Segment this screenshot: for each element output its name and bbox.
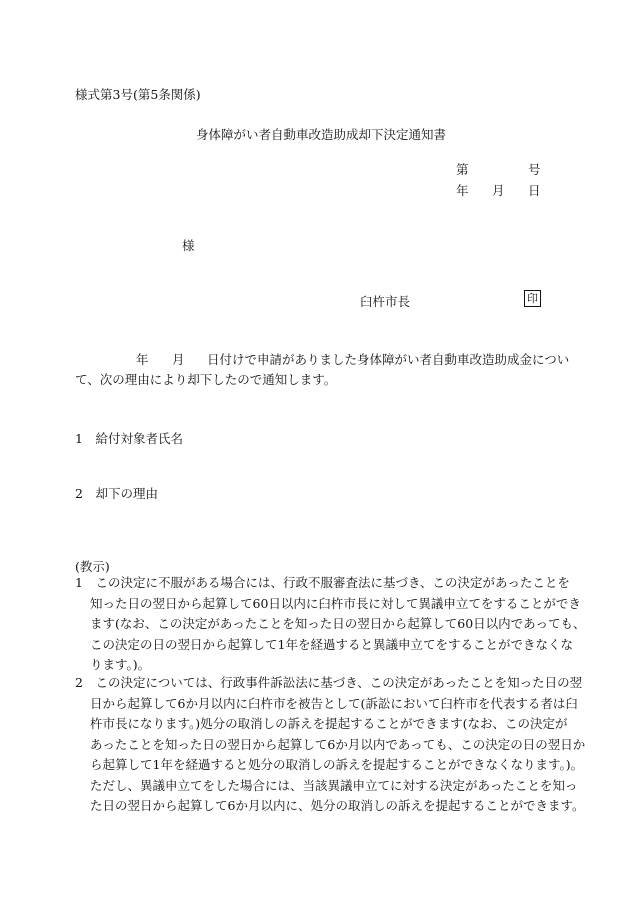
kyoji-item-1-line: 知った日の翌日から起算して60日以内に臼杵市長に対して異議申立てをすることができ bbox=[90, 595, 581, 611]
body-line2: て、次の理由により却下したので通知します。 bbox=[75, 372, 337, 387]
kyoji-item-2 bbox=[75, 673, 586, 817]
kyoji-item-1-line: この決定の日の翌日から起算して1年を経過すると異議申立てをすることができなくな bbox=[90, 636, 573, 652]
kyoji-item-2-line: あったことを知った日の翌日から起算して6か月以内であっても、この決定の日の翌日か bbox=[90, 736, 586, 752]
body-month: 月 bbox=[172, 352, 185, 367]
seal-stamp: 印 bbox=[524, 290, 541, 307]
kyoji-item-1-line: ります。)。 bbox=[90, 657, 151, 672]
kyoji-item-1 bbox=[75, 573, 586, 676]
addressee-suffix: 様 bbox=[182, 238, 195, 253]
date-year: 年 bbox=[456, 183, 469, 198]
kyoji-item-1-line: 1 この決定に不服がある場合には、行政不服審査法に基づき、この決定があったことを bbox=[75, 575, 570, 590]
date-day: 日 bbox=[528, 183, 541, 198]
kyoji-heading: (教示) bbox=[75, 559, 110, 574]
issuer: 臼杵市長 bbox=[360, 294, 411, 309]
kyoji-item-1-line: ます(なお、この決定があったことを知った日の翌日から起算して60日以内であっても、 bbox=[90, 616, 586, 631]
item-rejection-reason: 2 却下の理由 bbox=[75, 486, 158, 501]
date-month: 月 bbox=[492, 183, 505, 198]
kyoji-item-2-line: 日から起算して6か月以内に臼杵市を被告として(訴訟において臼杵市を代表する者は臼 bbox=[90, 695, 578, 711]
document-title: 身体障がい者自動車改造助成却下決定通知書 bbox=[196, 127, 447, 142]
number-dai: 第 bbox=[456, 162, 469, 177]
number-go: 号 bbox=[528, 162, 541, 177]
kyoji-item-2-line: た日の翌日から起算して6か月以内に、処分の取消しの訴えを提起することができます。 bbox=[90, 798, 585, 813]
kyoji-item-2-line: 2 この決定については、行政事件訴訟法に基づき、この決定があったことを知った日の翌 bbox=[75, 675, 583, 690]
kyoji-item-2-line: ただし、異議申立てをした場合には、当該異議申立てに対する決定があったことを知っ bbox=[90, 777, 578, 793]
body-year: 年 bbox=[136, 352, 149, 367]
kyoji-item-2-line: ら起算して1年を経過すると処分の取消しの訴えを提起することができなくなります。)。 bbox=[90, 757, 584, 772]
form-label: 様式第3号(第5条関係) bbox=[75, 87, 201, 102]
kyoji-item-2-line: 杵市長になります。)処分の取消しの訴えを提起することができます(なお、この決定が bbox=[90, 716, 568, 731]
item-recipient-name: 1 給付対象者氏名 bbox=[75, 431, 183, 446]
body-line1: 日付けで申請がありました身体障がい者自動車改造助成金につい bbox=[207, 352, 570, 367]
